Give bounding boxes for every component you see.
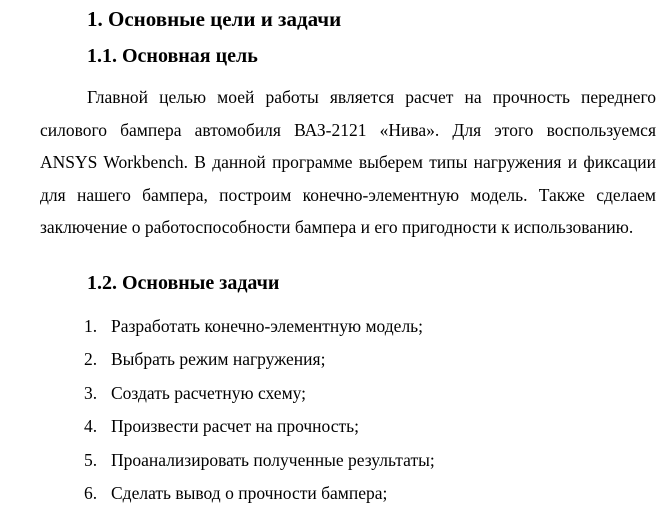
goal-paragraph: Главной целью моей работы является расчет на прочность переднего силового бампера автомобиля ВАЗ-2121 «Нива». Для этого воспользуемся ANSYS Workbench. В данной программе выберем типы нагружения и фиксации для нашего бампера, построим конечно-элементную модель. Также сделаем заключение о работоспособности бампера и его пригодности к использованию. bbox=[40, 87, 656, 237]
list-item bbox=[84, 343, 435, 376]
list-item bbox=[84, 410, 435, 443]
list-item bbox=[84, 444, 435, 477]
list-item-number: 6. bbox=[84, 483, 98, 504]
list-item bbox=[84, 310, 435, 343]
list-item-text: Произвести расчет на прочность; bbox=[111, 416, 359, 437]
list-item bbox=[84, 377, 435, 410]
list-item-number: 5. bbox=[84, 449, 98, 470]
list-item-number: 2. bbox=[84, 349, 98, 370]
list-item-text: Разработать конечно-элементную модель; bbox=[111, 316, 424, 336]
list-item-text: Выбрать режим нагружения; bbox=[111, 349, 326, 370]
list-item-text: Создать расчетную схему; bbox=[111, 382, 307, 403]
list-item-text: Сделать вывод о прочности бампера; bbox=[111, 483, 388, 504]
tasks-list bbox=[84, 310, 435, 510]
list-item bbox=[84, 477, 435, 510]
tasks-heading: 1.2. Основные задачи bbox=[87, 272, 280, 294]
list-item-number: 3. bbox=[84, 382, 98, 403]
goal-heading: 1.1. Основная цель bbox=[87, 45, 258, 67]
list-item-number: 4. bbox=[84, 416, 98, 437]
section-heading: 1. Основные цели и задачи bbox=[87, 7, 342, 31]
list-item-text: Проанализировать полученные результаты; bbox=[111, 449, 435, 470]
list-item-number: 1. bbox=[84, 316, 98, 336]
